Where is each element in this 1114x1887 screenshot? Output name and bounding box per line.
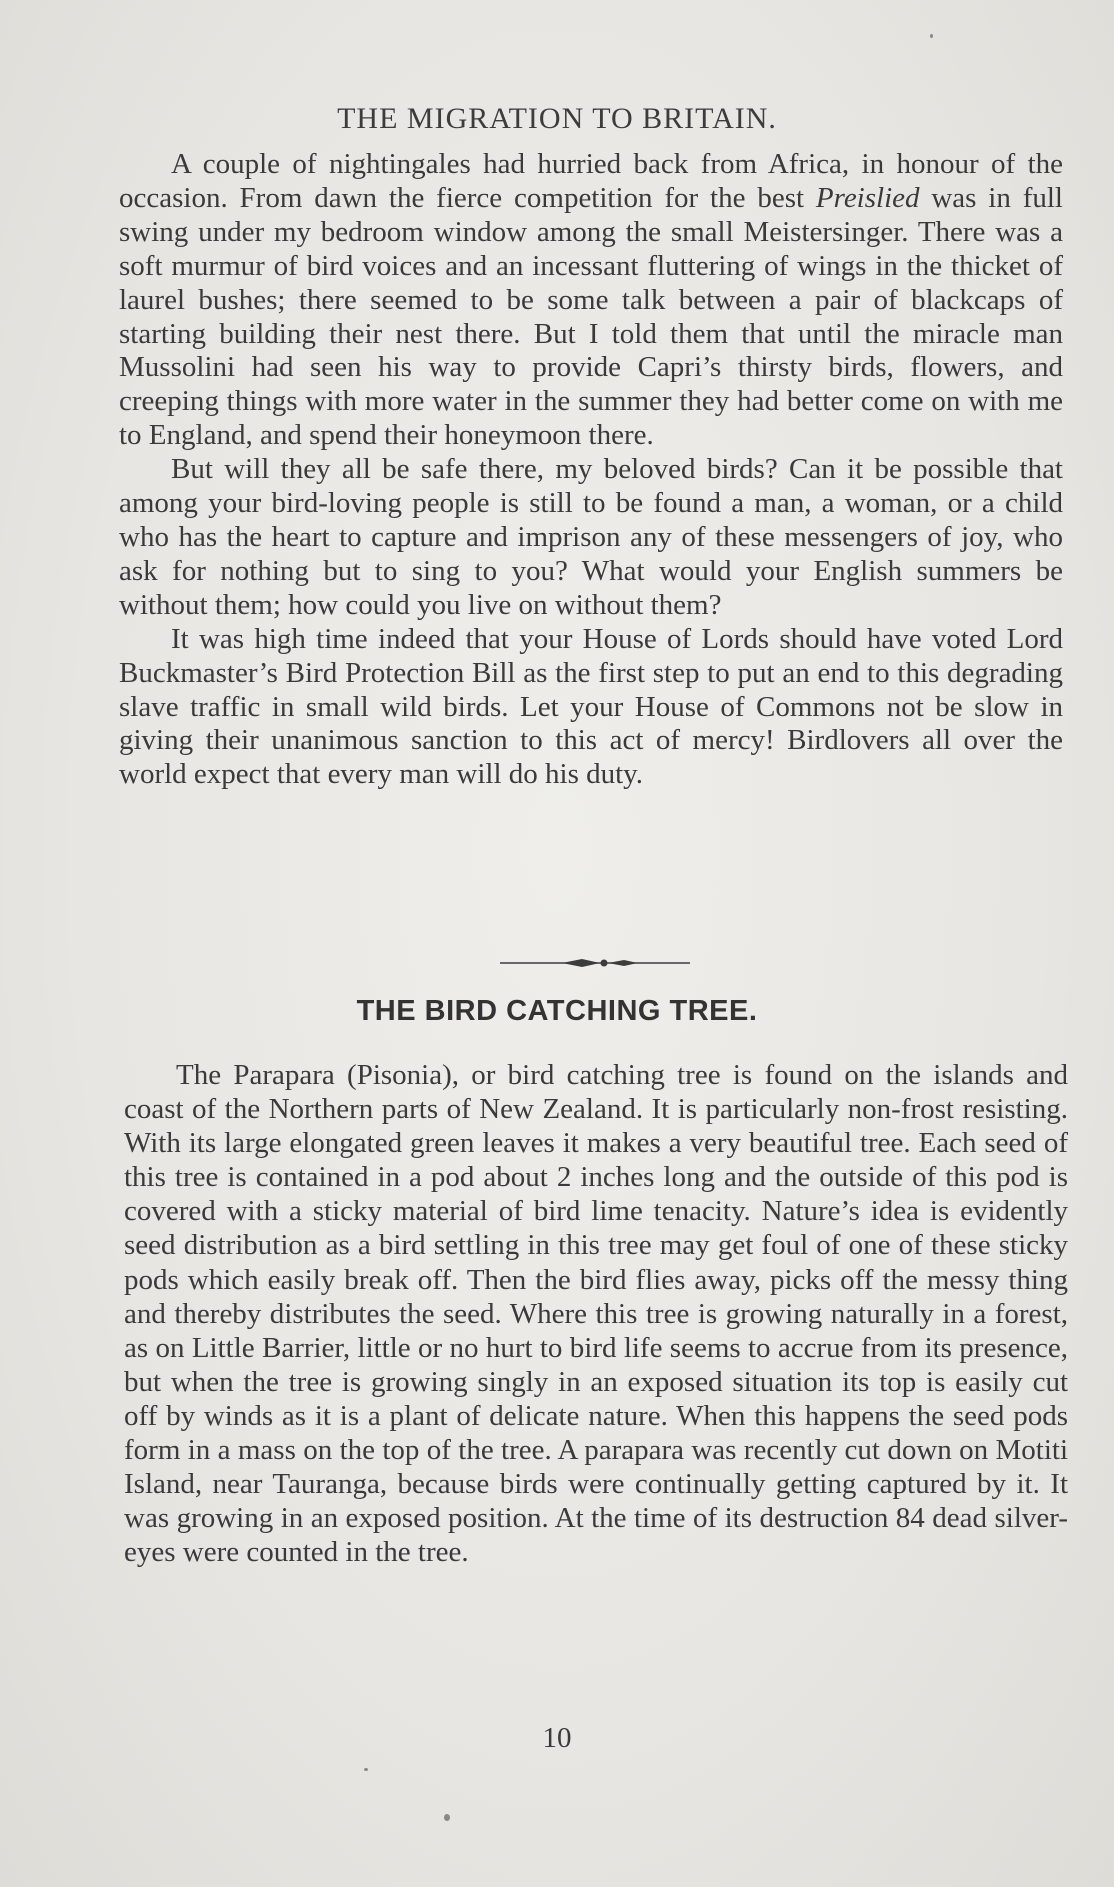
- italic-term: Preislied: [815, 181, 920, 214]
- section-title: THE BIRD CATCHING TREE.: [356, 995, 758, 1027]
- paper-speck: [444, 1814, 450, 1821]
- paragraph-nightingales: [119, 148, 1063, 453]
- paragraph-text-part: was in full swing under my bedroom window among the small Meistersinger. There was a soft murmur of bird voices and an incessant fluttering of wings in the thicket of laurel bushes; there seemed to be some talk between a pair of blackcaps of starting building their nest there. But I told them that until the miracle man Mussolini had seen his way to provide Capri’s thirsty birds, flowers, and creeping things with more water in the summer they had better come on with me to England, and spend their honeymoon there.: [119, 181, 1063, 452]
- section-divider-ornament: [500, 955, 690, 971]
- paper-speck: [930, 34, 933, 38]
- running-head: THE MIGRATION TO BRITAIN.: [337, 102, 777, 135]
- paragraph-house-of-lords: It was high time indeed that your House of Lords should have voted Lord Buckmaster’s Bird Protection Bill as the first step to put an end to this degrading slave traffic in small wild birds. Let your House of Commons not be slow in giving their unanimous sanction to this act of mercy! Birdlovers all over the world expect that every man will do his duty.: [119, 622, 1063, 791]
- paper-speck: [364, 1768, 368, 1771]
- migration-text: [119, 148, 1063, 792]
- paragraph-beloved-birds: But will they all be safe there, my beloved birds? Can it be possible that among your bird-loving people is still to be found a man, a woman, or a child who has the heart to capture and imprison any of these messengers of joy, who ask for nothing but to sing to you? What would your English summers be without them; how could you live on without them?: [119, 453, 1063, 621]
- paragraph-parapara: The Parapara (Pisonia), or bird catching tree is found on the islands and coast of the Northern parts of New Zealand. It is particularly non-frost resisting. With its large elongated green leaves it makes a very beautiful tree. Each seed of this tree is contained in a pod about 2 inches long and the outside of this pod is covered with a sticky material of bird lime tenacity. Nature’s idea is evidently seed distribution as a bird settling in this tree may get foul of one of these sticky pods which easily break off. Then the bird flies away, picks off the messy thing and thereby distributes the seed. Where this tree is growing naturally in a forest, as on Little Barrier, little or no hurt to bird life seems to accrue from its presence, but when the tree is growing singly in an exposed situation its top is easily cut off by winds as it is a plant of delicate nature. When this happens the seed pods form in a mass on the top of the tree. A parapara was recently cut down on Motiti Island, near Tauranga, because birds were continually getting captured by it. It was growing in an exposed position. At the time of its destruction 84 dead silver-eyes were counted in the tree.: [124, 1059, 1068, 1569]
- bird-catching-tree-text: [124, 1058, 1068, 1569]
- page-number: 10: [542, 1722, 572, 1754]
- paragraph-text-part: A couple of nightingales had hurried back from Africa, in honour of the occasion. From dawn the fierce competition for the best: [119, 148, 1063, 214]
